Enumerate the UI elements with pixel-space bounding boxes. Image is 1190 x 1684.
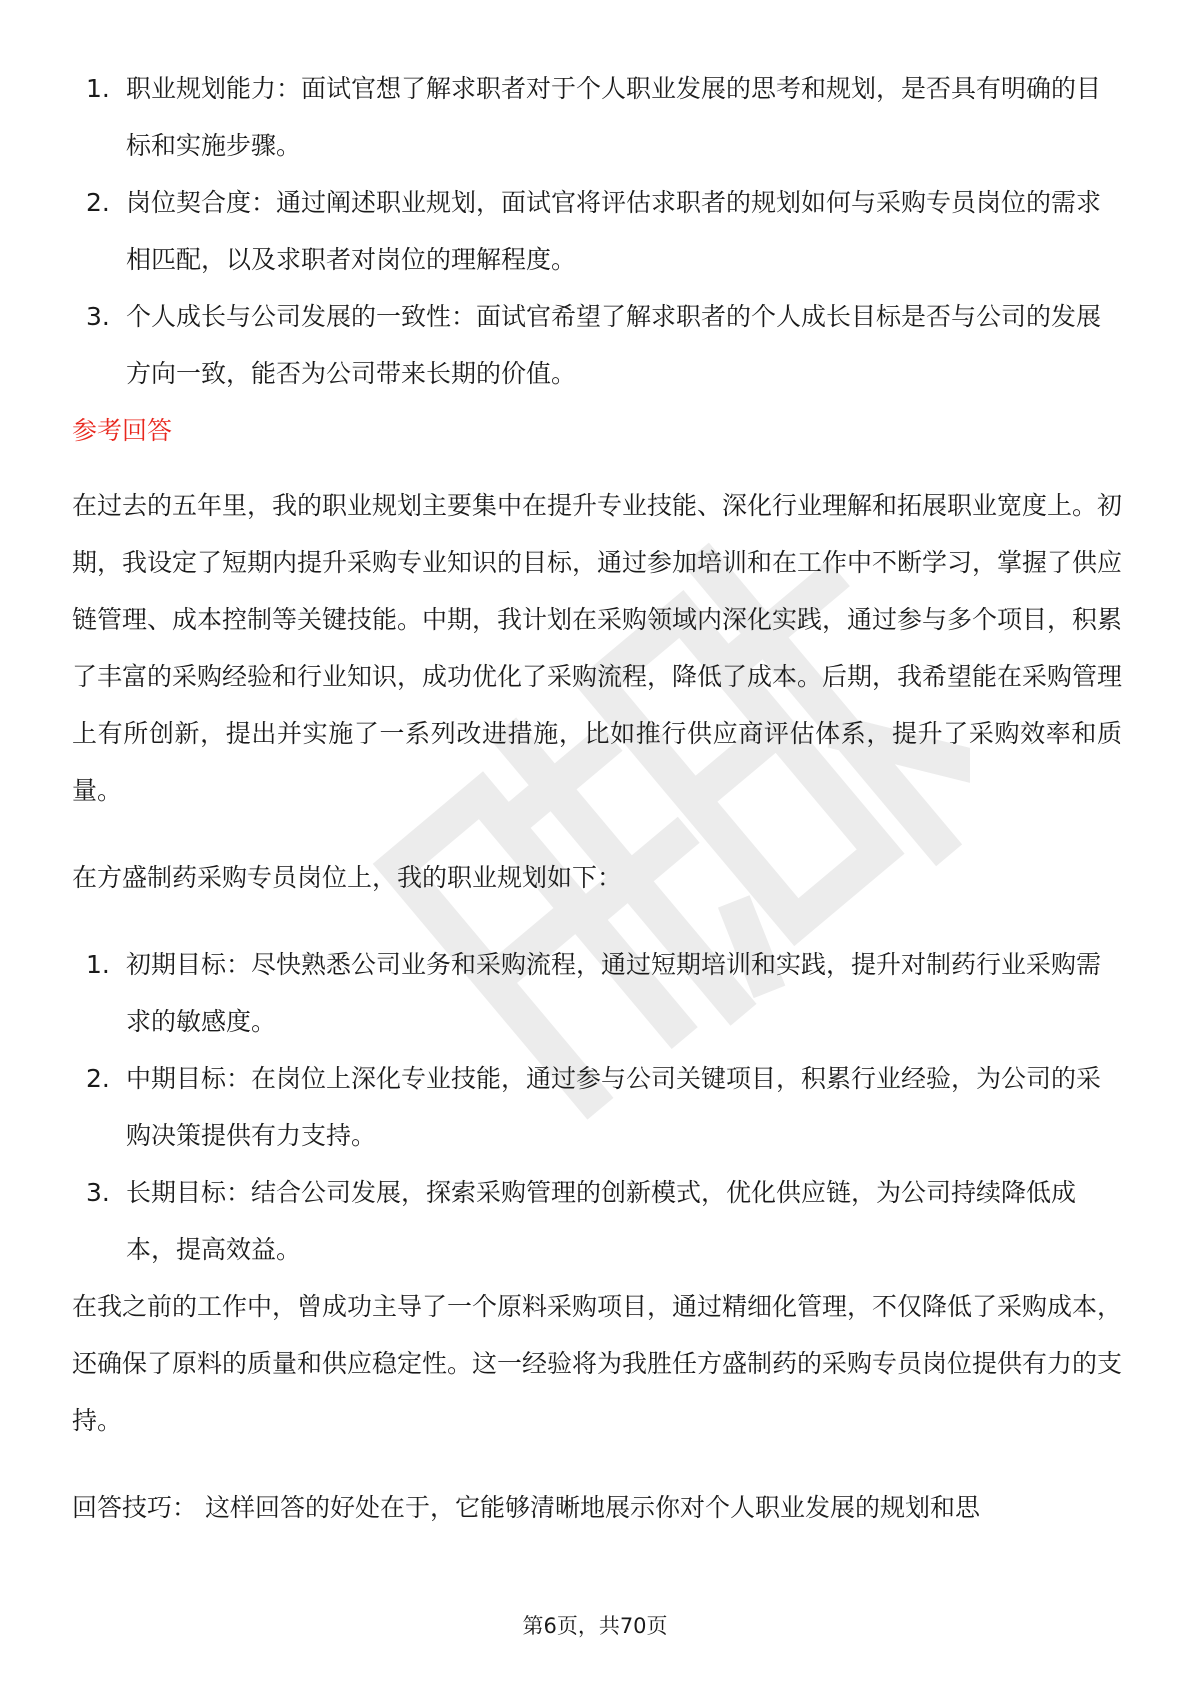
list-number: 3.	[86, 1178, 110, 1207]
list-text: 初期目标：尽快熟悉公司业务和采购流程，通过短期培训和实践，提升对制药行业采购需求的敏感度。	[126, 950, 1102, 1036]
list-number: 3.	[86, 302, 110, 331]
answer-paragraph-3: 在我之前的工作中，曾成功主导了一个原料采购项目，通过精细化管理，不仅降低了采购成本，还确保了原料的质量和供应稳定性。这一经验将为我胜任方盛制药的采购专员岗位提供有力的支持。	[72, 1292, 1123, 1435]
list-number: 2.	[86, 1064, 110, 1093]
list-item	[72, 936, 1122, 1050]
list-text: 中期目标：在岗位上深化专业技能，通过参与公司关键项目，积累行业经验，为公司的采购决策提供有力支持。	[126, 1064, 1102, 1150]
list-text: 个人成长与公司发展的一致性：面试官希望了解求职者的个人成长目标是否与公司的发展方向一致，能否为公司带来长期的价值。	[126, 302, 1102, 388]
section-title: 参考回答	[72, 416, 173, 445]
list-number: 1.	[86, 74, 110, 103]
list-item	[72, 174, 1122, 288]
answer-tips: 回答技巧： 这样回答的好处在于，它能够清晰地展示你对个人职业发展的规划和思	[72, 1493, 980, 1522]
list-text: 职业规划能力：面试官想了解求职者对于个人职业发展的思考和规划，是否具有明确的目标和实施步骤。	[126, 74, 1102, 160]
list-item	[72, 1050, 1122, 1164]
intro-list	[72, 60, 1122, 402]
goals-list	[72, 936, 1122, 1278]
list-item	[72, 60, 1122, 174]
answer-paragraph-2: 在方盛制药采购专员岗位上，我的职业规划如下：	[72, 863, 623, 892]
list-item	[72, 1164, 1122, 1278]
answer-paragraph-1: 在过去的五年里，我的职业规划主要集中在提升专业技能、深化行业理解和拓展职业宽度上。初期，我设定了短期内提升采购专业知识的目标，通过参加培训和在工作中不断学习，掌握了供应链管理、成本控制等关键技能。中期，我计划在采购领域内深化实践，通过参与多个项目，积累了丰富的采购经验和行业知识，成功优化了采购流程，降低了成本。后期，我希望能在采购管理上有所创新，提出并实施了一系列改进措施，比如推行供应商评估体系，提升了采购效率和质量。	[72, 491, 1123, 805]
list-text: 长期目标：结合公司发展，探索采购管理的创新模式，优化供应链，为公司持续降低成本，提高效益。	[126, 1178, 1077, 1264]
page-footer: 第6页，共70页	[522, 1614, 668, 1638]
list-number: 1.	[86, 950, 110, 979]
list-number: 2.	[86, 188, 110, 217]
list-item	[72, 288, 1122, 402]
list-text: 岗位契合度：通过阐述职业规划，面试官将评估求职者的规划如何与采购专员岗位的需求相匹配，以及求职者对岗位的理解程度。	[126, 188, 1102, 274]
